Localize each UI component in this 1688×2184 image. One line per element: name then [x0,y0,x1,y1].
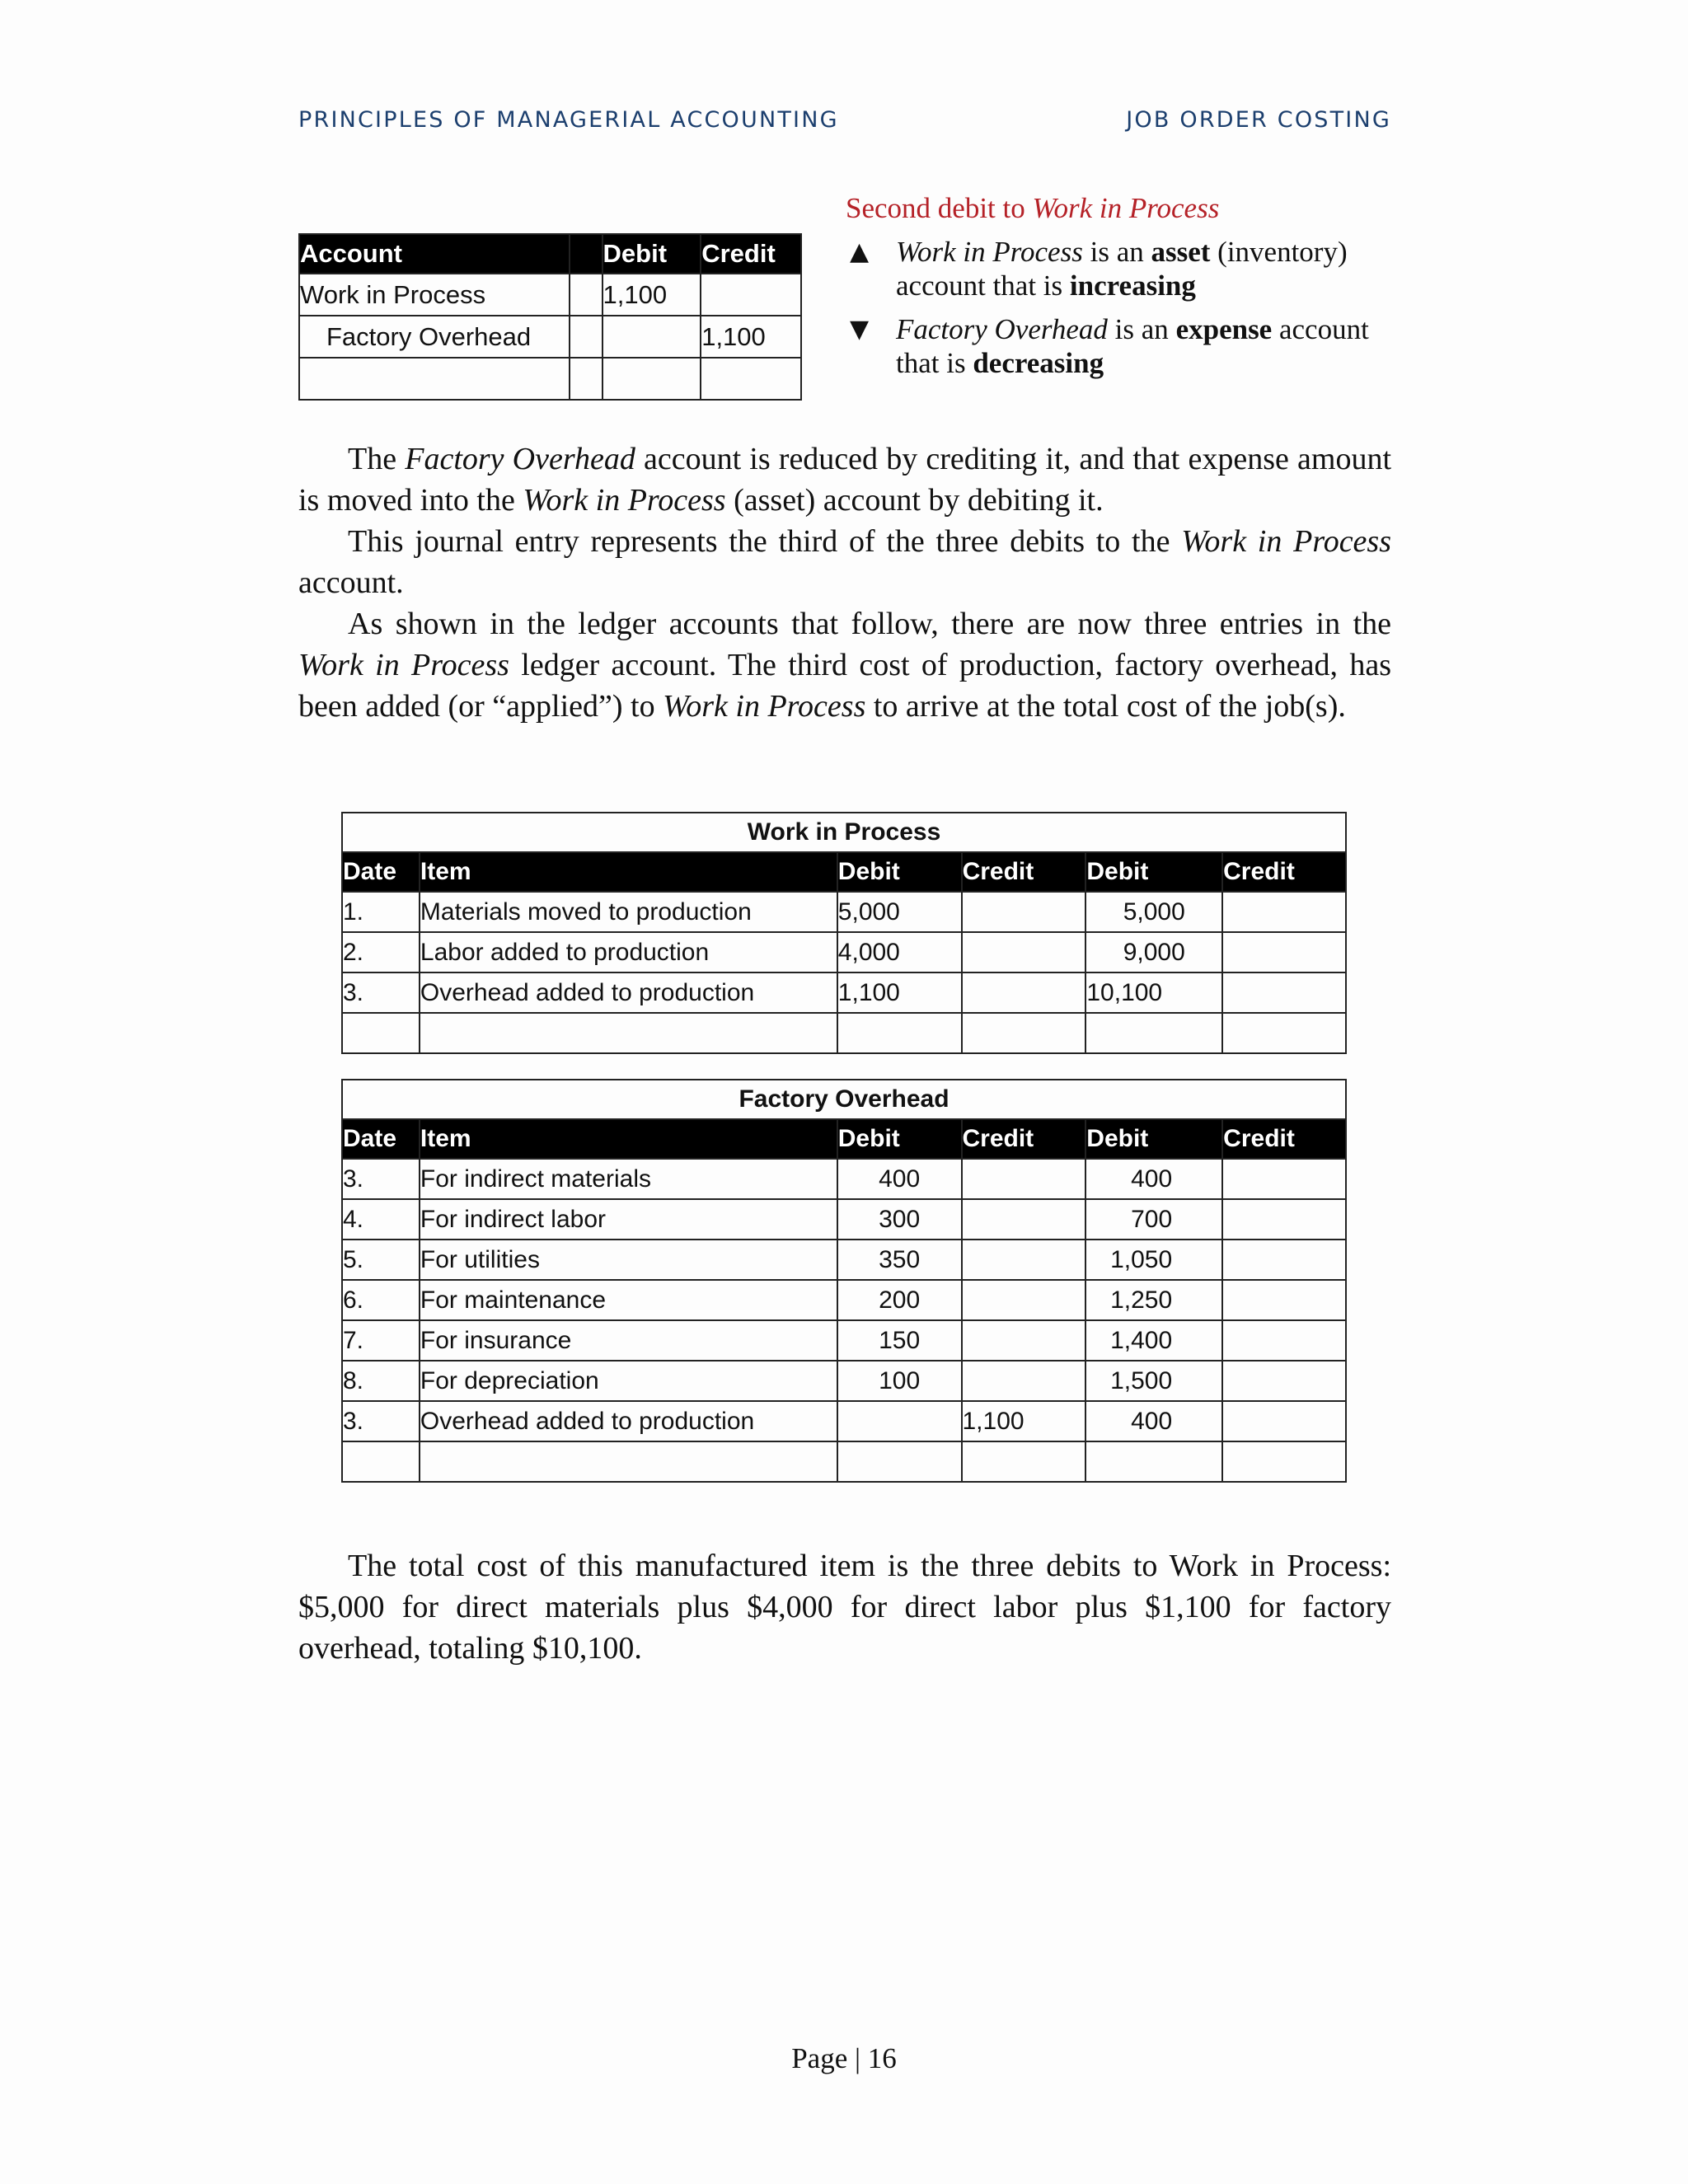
journal-header-debit: Debit [603,234,701,274]
table-row: 2. Labor added to production 4,000 9,000 [342,932,1346,972]
chapter-title: JOB ORDER COSTING [1126,107,1391,133]
journal-header-spacer [570,234,603,274]
ledger-header-row: Date Item Debit Credit Debit Credit [342,852,1346,892]
table-row: 7. For insurance 150 1,400 [342,1320,1346,1361]
journal-header-account: Account [299,234,570,274]
journal-credit: 1,100 [701,316,801,358]
journal-row [299,274,801,316]
paragraph: The total cost of this manufactured item is the three debits to Work in Process: $5,000 for direct materials plus $4,000 for direct labor plus $1,100 for factory overhead, totaling $10,100. [298,1549,1391,1666]
journal-row [299,316,801,358]
table-row: 8. For depreciation 100 1,500 [342,1361,1346,1401]
wip-ledger-title: Work in Process [342,813,1346,852]
journal-credit [701,358,801,400]
book-title: PRINCIPLES OF MANAGERIAL ACCOUNTING [298,107,839,133]
table-row: 5. For utilities 350 1,050 [342,1240,1346,1280]
table-row: 6. For maintenance 200 1,250 [342,1280,1346,1320]
paragraph: As shown in the ledger accounts that follow, there are now three entries in the Work in Process ledger account. The third cost of production, factory overhead, has been added (or “applied”) to Work in Process to arrive at the total cost of the job(s). [298,607,1391,724]
note-bullet-expense: ▼ Factory Overhead is an expense account that is decreasing [850,313,1369,379]
paragraph: The Factory Overhead account is reduced by crediting it, and that expense amount is moved into the Work in Process (asset) account by debiting it. [298,442,1391,518]
explanation-text [298,438,1391,727]
journal-account [299,358,570,400]
journal-debit: 1,100 [603,274,701,316]
table-row: 4. For indirect labor 300 700 [342,1199,1346,1240]
table-row [342,1013,1346,1053]
ledger-header-row: Date Item Debit Credit Debit Credit [342,1119,1346,1159]
note-title: Second debit to Work in Process [846,192,1220,224]
total-cost-text [298,1545,1391,1669]
journal-note [846,191,1406,390]
journal-credit [701,274,801,316]
journal-row [299,358,801,400]
journal-header-row [299,234,801,274]
down-arrow-icon: ▼ [850,315,870,344]
note-bullet-asset: ▲ Work in Process is an asset (inventory) account that is increasing [850,236,1348,302]
journal-debit [603,316,701,358]
table-row: 1. Materials moved to production 5,000 5,000 [342,892,1346,932]
journal-debit [603,358,701,400]
table-row [342,1441,1346,1482]
overhead-ledger-title: Factory Overhead [342,1080,1346,1119]
journal-header-credit: Credit [701,234,801,274]
table-row: 3. Overhead added to production 1,100 400 [342,1401,1346,1441]
table-row: 3. For indirect materials 400 400 [342,1159,1346,1199]
overhead-ledger-table [341,1079,1347,1483]
journal-entry-table [298,233,802,401]
table-row: 3. Overhead added to production 1,100 10,100 [342,972,1346,1013]
up-arrow-icon: ▲ [850,237,870,266]
page-number: Page | 16 [791,2042,897,2074]
journal-account: Factory Overhead [299,316,570,358]
paragraph: This journal entry represents the third of the three debits to the Work in Process account. [298,524,1392,600]
wip-ledger-table [341,812,1347,1054]
journal-account: Work in Process [299,274,570,316]
